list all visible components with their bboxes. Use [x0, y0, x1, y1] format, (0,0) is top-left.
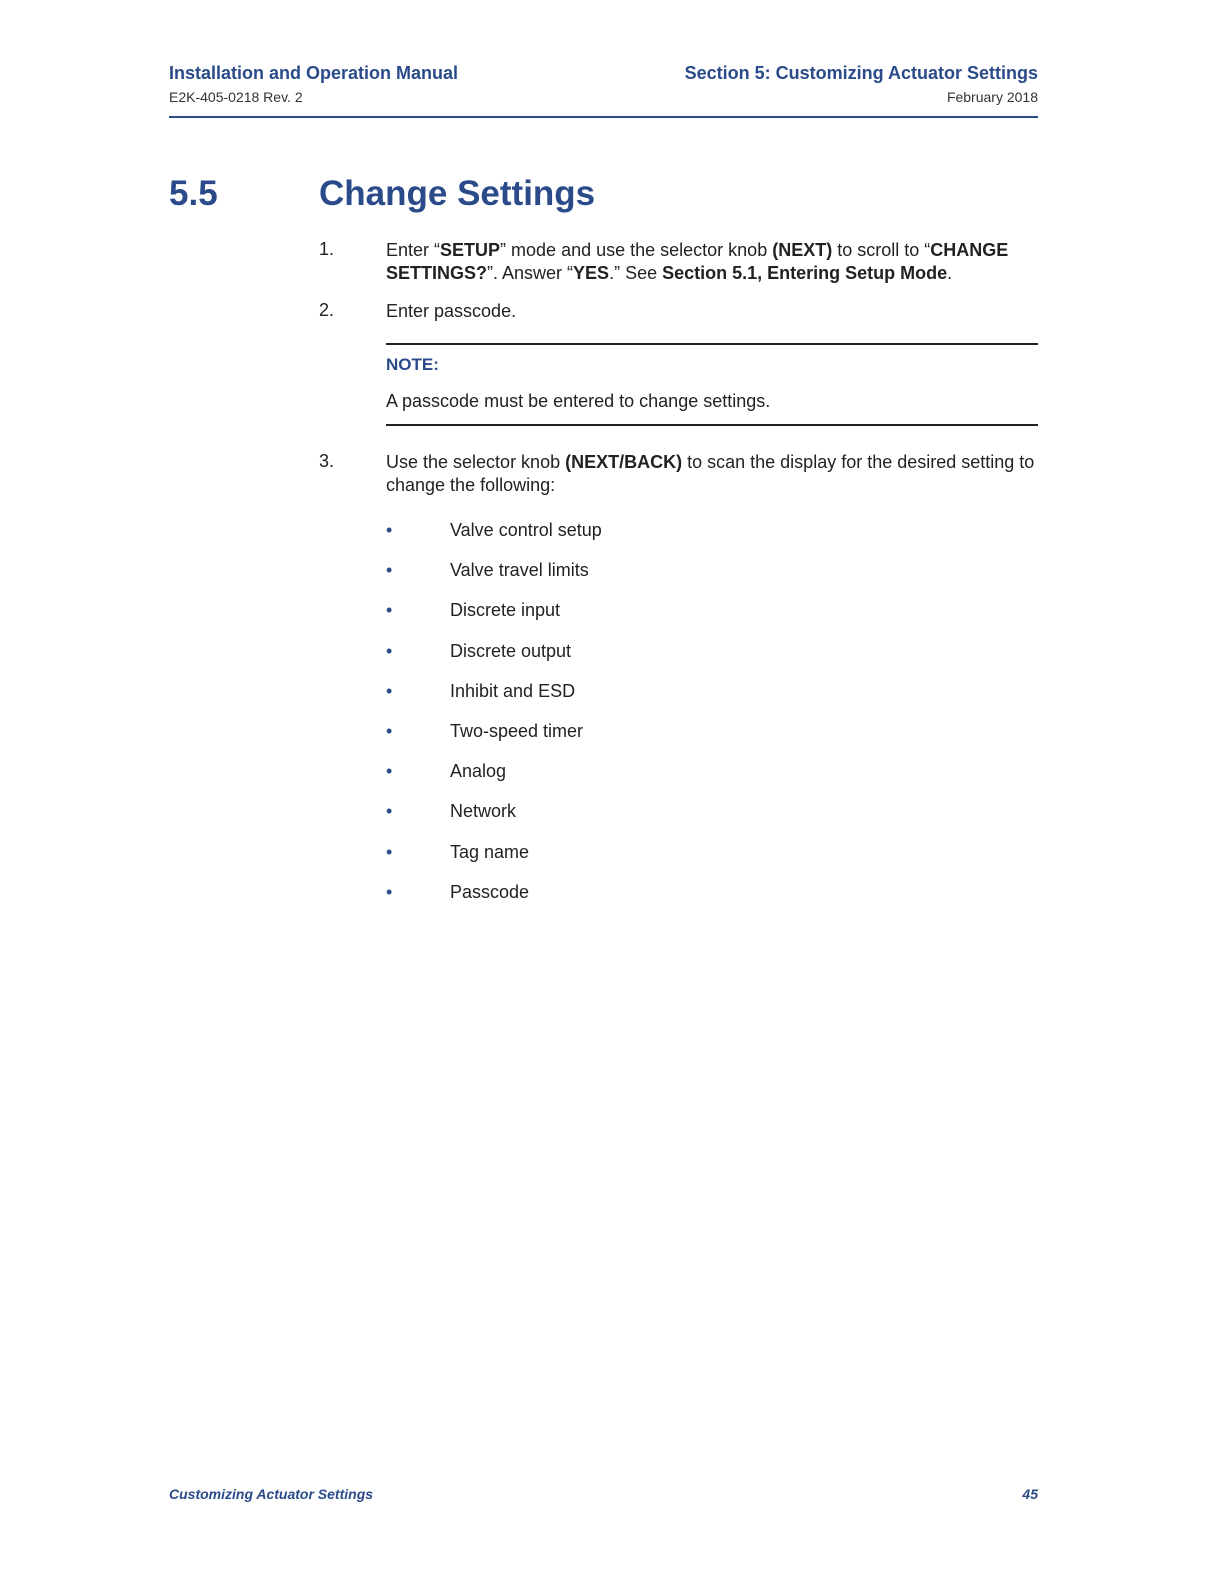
bullet-icon: • — [386, 560, 393, 581]
bullet-icon: • — [386, 761, 393, 782]
bullet-icon: • — [386, 680, 393, 701]
doc-number: E2K-405-0218 Rev. 2 — [169, 89, 303, 105]
bullet-icon: • — [386, 600, 393, 621]
note-bottom-rule — [386, 424, 1038, 426]
doc-date: February 2018 — [946, 89, 1038, 105]
bullet-icon: • — [386, 640, 393, 661]
note-top-rule — [386, 343, 1038, 345]
header-divider — [169, 116, 1038, 118]
manual-title: Installation and Operation Manual — [169, 63, 459, 83]
step-2-number: 2. — [319, 300, 335, 320]
note-text: A passcode must be entered to change settings. — [386, 391, 771, 411]
step-3-number: 3. — [319, 451, 335, 471]
section-header-title: Section 5: Customizing Actuator Settings — [684, 63, 1038, 83]
bullet-icon: • — [386, 841, 393, 862]
page-number: 45 — [1022, 1486, 1038, 1502]
step-3-text: Use the selector knob (NEXT/BACK) to scan the display for the desired setting to change the following: — [386, 452, 1035, 495]
section-number: 5.5 — [169, 174, 218, 213]
bullet-icon: • — [386, 720, 393, 741]
step-1-text: Enter “SETUP” mode and use the selector knob (NEXT) to scroll to “CHANGE SETTINGS?”. Answer “YES.” See Section 5.1, Entering Setup Mode. — [386, 240, 1009, 283]
bullet-icon: • — [386, 520, 393, 540]
bullet-icon: • — [386, 801, 393, 822]
section-title: Change Settings — [319, 174, 596, 213]
bullet-icon: • — [386, 881, 393, 902]
note-label: NOTE: — [386, 355, 439, 374]
footer-chapter: Customizing Actuator Settings — [169, 1486, 374, 1502]
step-1-number: 1. — [319, 239, 335, 259]
step-2-text: Enter passcode. — [386, 301, 517, 321]
